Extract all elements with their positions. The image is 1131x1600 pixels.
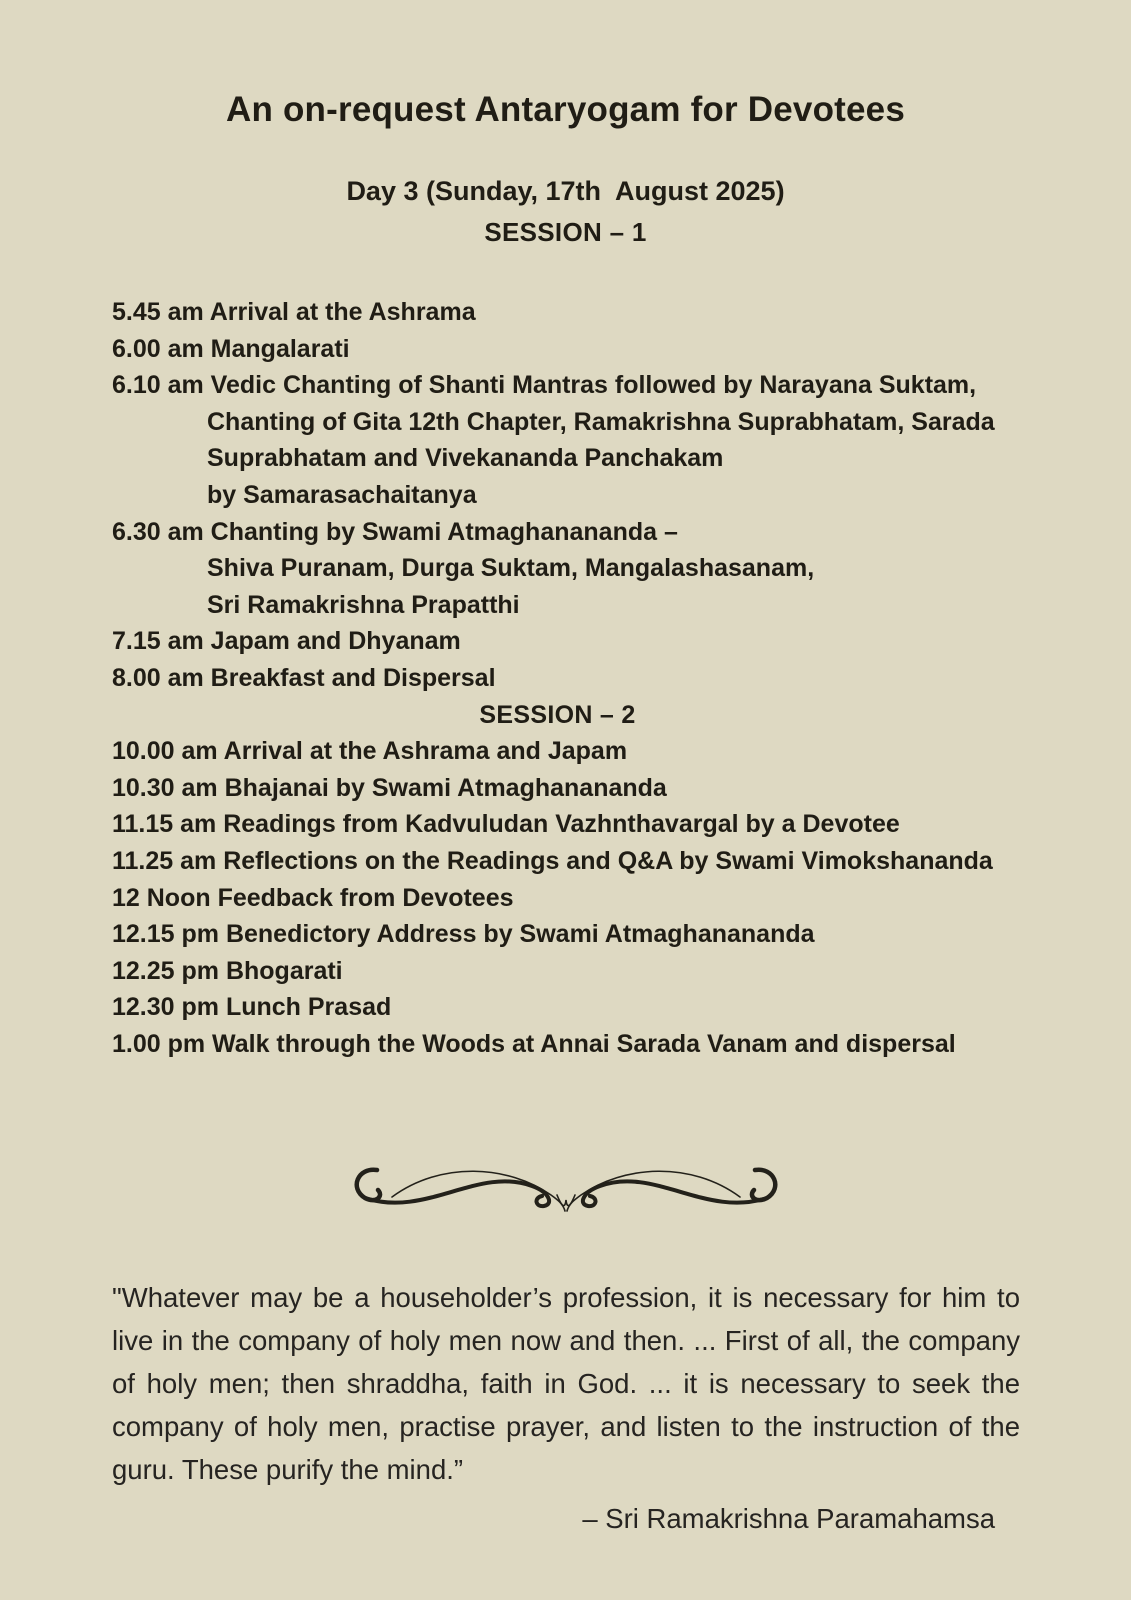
schedule-line: 12.30 pm Lunch Prasad: [112, 993, 392, 1022]
quote-attribution: – Sri Ramakrishna Paramahamsa: [582, 1503, 995, 1535]
schedule-line: 12.25 pm Bhogarati: [112, 956, 343, 985]
flourish-divider-icon: [0, 1154, 1131, 1221]
quote-text: "Whatever may be a householder’s profession, it is necessary for him to live in the company of holy men now and then. ... First of all, the company of holy men; then shraddha, faith in God. ... it is necessary to seek the company of holy men, practise prayer, and listen to the instruction of the guru. These purify the mind.”: [112, 1282, 1020, 1486]
session-2-heading: SESSION – 2: [479, 700, 636, 729]
schedule-line: 1.00 pm Walk through the Woods at Annai Sarada Vanam and dispersal: [112, 1029, 956, 1058]
schedule-line: 8.00 am Breakfast and Dispersal: [112, 663, 496, 692]
schedule-line: Shiva Puranam, Durga Suktam, Mangalashasanam,: [207, 554, 815, 583]
schedule-line: 6.30 am Chanting by Swami Atmaghanananda –: [112, 517, 678, 546]
schedule-line: 7.15 am Japam and Dhyanam: [112, 627, 461, 656]
schedule-line: Sri Ramakrishna Prapatthi: [207, 590, 520, 619]
schedule-line: 5.45 am Arrival at the Ashrama: [112, 298, 476, 326]
schedule-line: Chanting of Gita 12th Chapter, Ramakrishna Suprabhatam, Sarada: [207, 407, 995, 436]
schedule-line: 6.10 am Vedic Chanting of Shanti Mantras followed by Narayana Suktam,: [112, 371, 977, 400]
schedule-line: 12 Noon Feedback from Devotees: [112, 883, 514, 912]
schedule-line: 11.25 am Reflections on the Readings and Q&A by Swami Vimokshananda: [112, 846, 993, 875]
date-line: Day 3 (Sunday, 17th August 2025): [346, 176, 785, 206]
schedule-line: by Samarasachaitanya: [207, 480, 477, 509]
schedule-list: [0, 294, 1131, 1062]
session-1-heading: SESSION – 1: [484, 217, 647, 247]
schedule-line: 11.15 am Readings from Kadvuludan Vazhnthavargal by a Devotee: [112, 810, 900, 839]
schedule-line: Suprabhatam and Vivekananda Panchakam: [207, 444, 724, 473]
schedule-line: 12.15 pm Benedictory Address by Swami Atmaghanananda: [112, 920, 815, 949]
page-title: An on-request Antaryogam for Devotees: [226, 90, 905, 129]
schedule-line: 10.30 am Bhajanai by Swami Atmaghanananda: [112, 773, 667, 802]
schedule-line: 6.00 am Mangalarati: [112, 334, 350, 363]
schedule-line: 10.00 am Arrival at the Ashrama and Japam: [112, 737, 628, 766]
